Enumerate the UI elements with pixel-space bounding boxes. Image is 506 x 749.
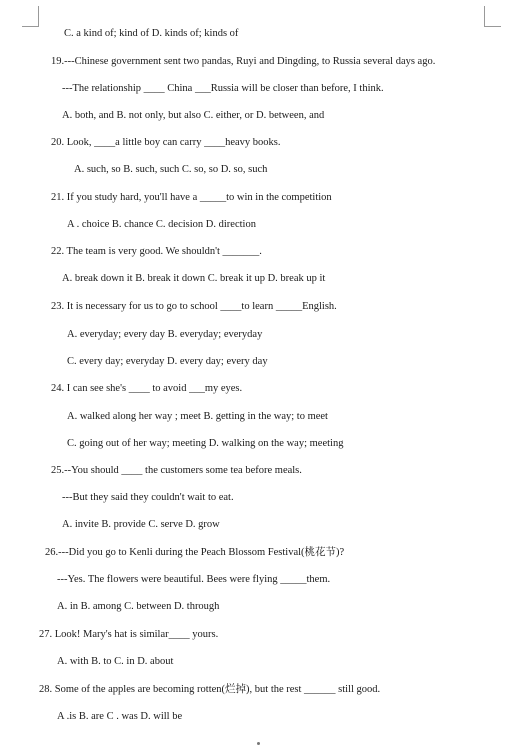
q24-options-a-b: A. walked along her way ; meet B. getting in the way; to meet — [67, 411, 328, 422]
q20-options: A. such, so B. such, such C. so, so D. so, such — [74, 164, 268, 175]
q24-options-c-d: C. going out of her way; meeting D. walking on the way; meeting — [67, 438, 344, 449]
q20-prompt: 20. Look, ____a little boy can carry ____heavy books. — [51, 137, 281, 148]
q26-dialogue: ---Yes. The flowers were beautiful. Bees were flying _____them. — [57, 574, 331, 585]
q19-prompt: 19.---Chinese government sent two pandas, Ruyi and Dingding, to Russia several days ago. — [51, 56, 436, 67]
q21-options: A . choice B. chance C. decision D. direction — [67, 219, 256, 230]
q27-prompt: 27. Look! Mary's hat is similar____ yours. — [39, 629, 219, 640]
q21-prompt: 21. If you study hard, you'll have a _____to win in the competition — [51, 192, 332, 203]
q24-prompt: 24. I can see she's ____ to avoid ___my eyes. — [51, 383, 243, 394]
q26-options: A. in B. among C. between D. through — [57, 601, 220, 612]
q25-dialogue: ---But they said they couldn't wait to eat. — [62, 492, 234, 503]
page-footer-dot — [257, 742, 260, 745]
q22-prompt: 22. The team is very good. We shouldn't _______. — [51, 246, 262, 257]
q28-options: A .is B. are C . was D. will be — [57, 711, 183, 722]
q28-prompt: 28. Some of the apples are becoming rotten(烂掉), but the rest ______ still good. — [39, 684, 381, 695]
q19-dialogue: ---The relationship ____ China ___Russia will be closer than before, I think. — [62, 83, 384, 94]
q27-options: A. with B. to C. in D. about — [57, 656, 174, 667]
q23-options-c-d: C. every day; everyday D. every day; every day — [67, 356, 268, 367]
q19-options: A. both, and B. not only, but also C. either, or D. between, and — [62, 110, 325, 121]
q25-prompt: 25.--You should ____ the customers some tea before meals. — [51, 465, 302, 476]
q23-options-a-b: A. everyday; every day B. everyday; everyday — [67, 329, 263, 340]
q23-prompt: 23. It is necessary for us to go to school ____to learn _____English. — [51, 301, 337, 312]
page-corner-mark-left — [22, 6, 39, 27]
page-corner-mark-right — [484, 6, 501, 27]
q26-prompt: 26.---Did you go to Kenli during the Peach Blossom Festival(桃花节)? — [45, 547, 345, 558]
q25-options: A. invite B. provide C. serve D. grow — [62, 519, 220, 530]
q22-options: A. break down it B. break it down C. break it up D. break up it — [62, 273, 326, 284]
q18-option-c-d: C. a kind of; kind of D. kinds of; kinds of — [64, 28, 239, 39]
